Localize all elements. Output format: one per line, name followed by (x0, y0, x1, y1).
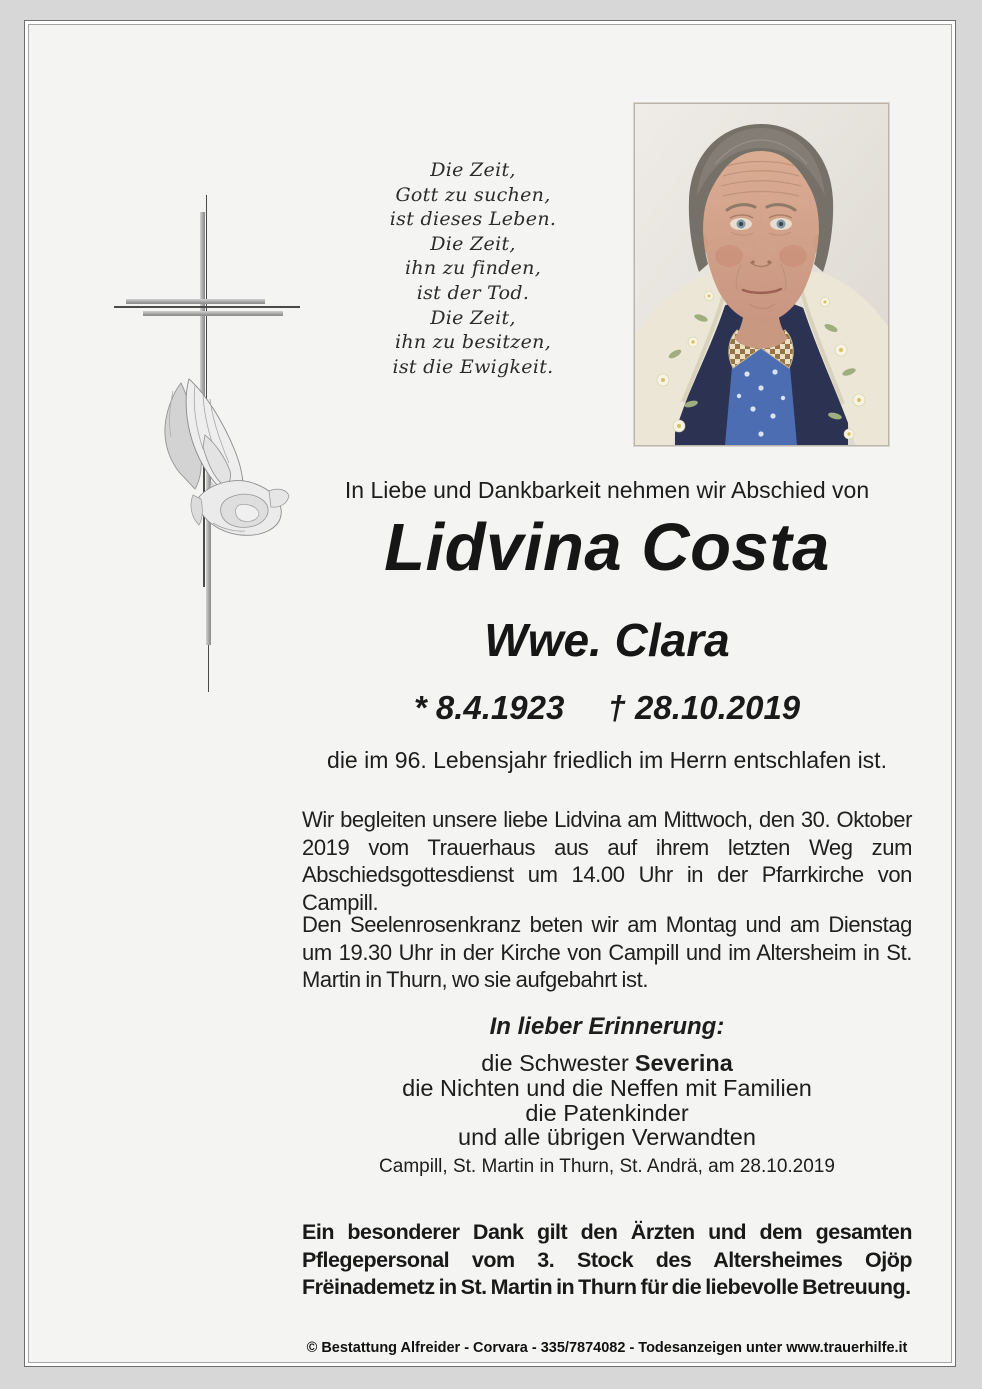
praying-hands-icon (153, 377, 290, 537)
mourners-line: die Patenkinder (525, 1100, 689, 1126)
mourners-line: und alle übrigen Verwandten (458, 1124, 756, 1150)
age-line: die im 96. Lebensjahr friedlich im Herrn entschlafen ist. (327, 747, 887, 773)
poem-line: ist die Ewigkeit. (392, 355, 554, 378)
portrait-photo (634, 103, 889, 446)
footer-credit: © Bestattung Alfreider - Corvara - 335/7874082 - Todesanzeigen unter www.trauerhilfe.it (306, 1340, 908, 1356)
poem-line: Die Zeit, (430, 306, 516, 329)
poem-line: Die Zeit, (430, 159, 516, 181)
poem-line: Gott zu suchen, (395, 183, 551, 206)
rosary-paragraph: Den Seelenrosenkranz beten wir am Montag und am Dienstag um 19.30 Uhr in der Kirche von Campill und im Altersheim in St. Martin in Thurn, wo sie aufgebahrt ist. (302, 912, 912, 992)
cross-horizontal-bar (143, 311, 283, 316)
life-dates (302, 689, 912, 727)
memorial-poem (353, 158, 593, 379)
mourners-line: die Nichten und die Neffen mit Familien (402, 1075, 812, 1101)
funeral-paragraph: Wir begleiten unsere liebe Lidvina am Mittwoch, den 30. Oktober 2019 vom Trauerhaus aus auf ihrem letzten Weg zum Abschiedsgottesdienst um 14.00 Uhr in der Pfarrkirche von Campill. (302, 807, 912, 915)
death-date: † 28.10.2019 (607, 689, 801, 726)
mourner-sister-name: Severina (634, 1050, 733, 1076)
places-date-line: Campill, St. Martin in Thurn, St. Andrä, am 28.10.2019 (379, 1156, 835, 1177)
poem-line: ihn zu besitzen, (394, 331, 552, 354)
poem-line: ist der Tod. (416, 281, 530, 304)
remembrance-title: In lieber Erinnerung: (489, 1013, 725, 1040)
cross-horizontal-bar (126, 299, 265, 304)
poem-line: ist dieses Leben. (389, 208, 557, 231)
widow-name: Wwe. Clara (484, 614, 730, 666)
deceased-name: Lidvina Costa (384, 510, 830, 585)
mourner-sister-line (302, 1050, 912, 1077)
portrait-drawing (635, 104, 888, 445)
birth-date: * 8.4.1923 (413, 689, 565, 726)
poem-line: ihn zu finden, (404, 257, 542, 280)
announcement-intro: In Liebe und Dankbarkeit nehmen wir Abschied von (344, 477, 870, 503)
praying-hands-drawing (165, 379, 289, 535)
cross-horizontal-line (114, 306, 300, 308)
thanks-paragraph: Ein besonderer Dank gilt den Ärzten und dem gesamten Pflegepersonal vom 3. Stock des Altersheimes Ojöp Frëinademetz in St. Martin in Thurn für die liebevolle Betreuung. (302, 1220, 912, 1299)
poem-line: Die Zeit, (430, 232, 516, 255)
mourner-sister-prefix: die Schwester (481, 1050, 629, 1076)
cross-vertical-line (208, 645, 210, 692)
